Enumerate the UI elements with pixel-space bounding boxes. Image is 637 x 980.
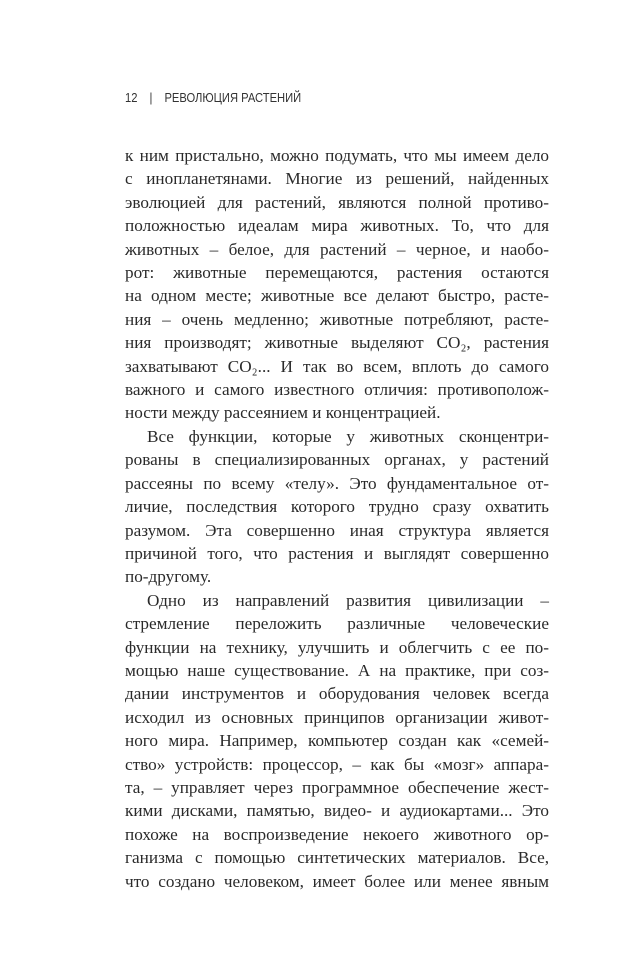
text-line: мощью наше существование. А на практике, при соз- <box>125 660 549 680</box>
paragraph <box>125 425 549 589</box>
text-line: ния – очень медленно; животные потребляют, расте- <box>125 309 549 329</box>
text-line: к ним пристально, можно подумать, что мы имеем дело <box>125 146 549 165</box>
text-line: личие, последствия которого трудно сразу охватить <box>125 497 549 517</box>
text-line: ганизма с помощью синтетических материалов. Все, <box>125 848 549 868</box>
text-line: функции на технику, улучшить и облегчить с ее по- <box>125 637 549 657</box>
text-line: животных – белое, для растений – черное, и наобо- <box>125 239 549 259</box>
page-body-text <box>125 144 549 893</box>
text-line: эволюцией для растений, являются полной противо- <box>125 192 549 212</box>
text-line: ности между рассеянием и концентрацией. <box>125 403 441 423</box>
text-line: рассеяны по всему «телу». Это фундаментальное от- <box>125 473 549 493</box>
paragraph <box>125 144 549 425</box>
text-line: кими дисками, памятью, видео- и аудиокартами... Это <box>125 801 549 821</box>
text-line: важного и самого известного отличия: противополож- <box>125 380 549 400</box>
text-line: ного мира. Например, компьютер создан как «семей- <box>125 731 549 751</box>
running-header <box>125 90 301 105</box>
text-line: захватывают CO₂... И так во всем, вплоть до самого <box>125 356 549 376</box>
text-line: дании инструментов и оборудования человек всегда <box>125 684 549 704</box>
text-line: стремление переложить различные человеческие <box>125 614 549 634</box>
text-line: причиной того, что растения и выглядят совершенно <box>125 543 549 563</box>
text-line: исходил из основных принципов организации живот- <box>125 707 549 727</box>
text-line: ство» устройств: процессор, – как бы «мозг» аппара- <box>125 754 549 774</box>
book-title: РЕВОЛЮЦИЯ РАСТЕНИЙ <box>164 90 302 105</box>
text-line: на одном месте; животные все делают быстро, расте- <box>125 286 549 306</box>
text-line: рованы в специализированных органах, у растений <box>125 450 549 470</box>
text-line: похоже на воспроизведение некоего животного ор- <box>125 824 549 844</box>
text-line: ния производят; животные выделяют CO₂, растения <box>125 333 549 353</box>
paragraph <box>125 589 549 893</box>
text-line: рот: животные перемещаются, растения остаются <box>125 263 549 283</box>
text-line: положностью идеалам мира животных. То, что для <box>125 216 549 236</box>
text-line: что создано человеком, имеет более или менее явным <box>125 871 549 891</box>
page-number: 12 <box>125 90 138 105</box>
text-line: по-другому. <box>125 567 212 587</box>
header-separator: | <box>149 90 153 105</box>
text-line: Одно из направлений развития цивилизации – <box>147 590 549 610</box>
text-line: Все функции, которые у животных сконцентри- <box>147 426 549 446</box>
text-line: та, – управляет через программное обеспечение жест- <box>125 777 549 797</box>
text-line: с инопланетянами. Многие из решений, найденных <box>125 169 549 189</box>
text-line: разумом. Эта совершенно иная структура является <box>125 520 549 540</box>
